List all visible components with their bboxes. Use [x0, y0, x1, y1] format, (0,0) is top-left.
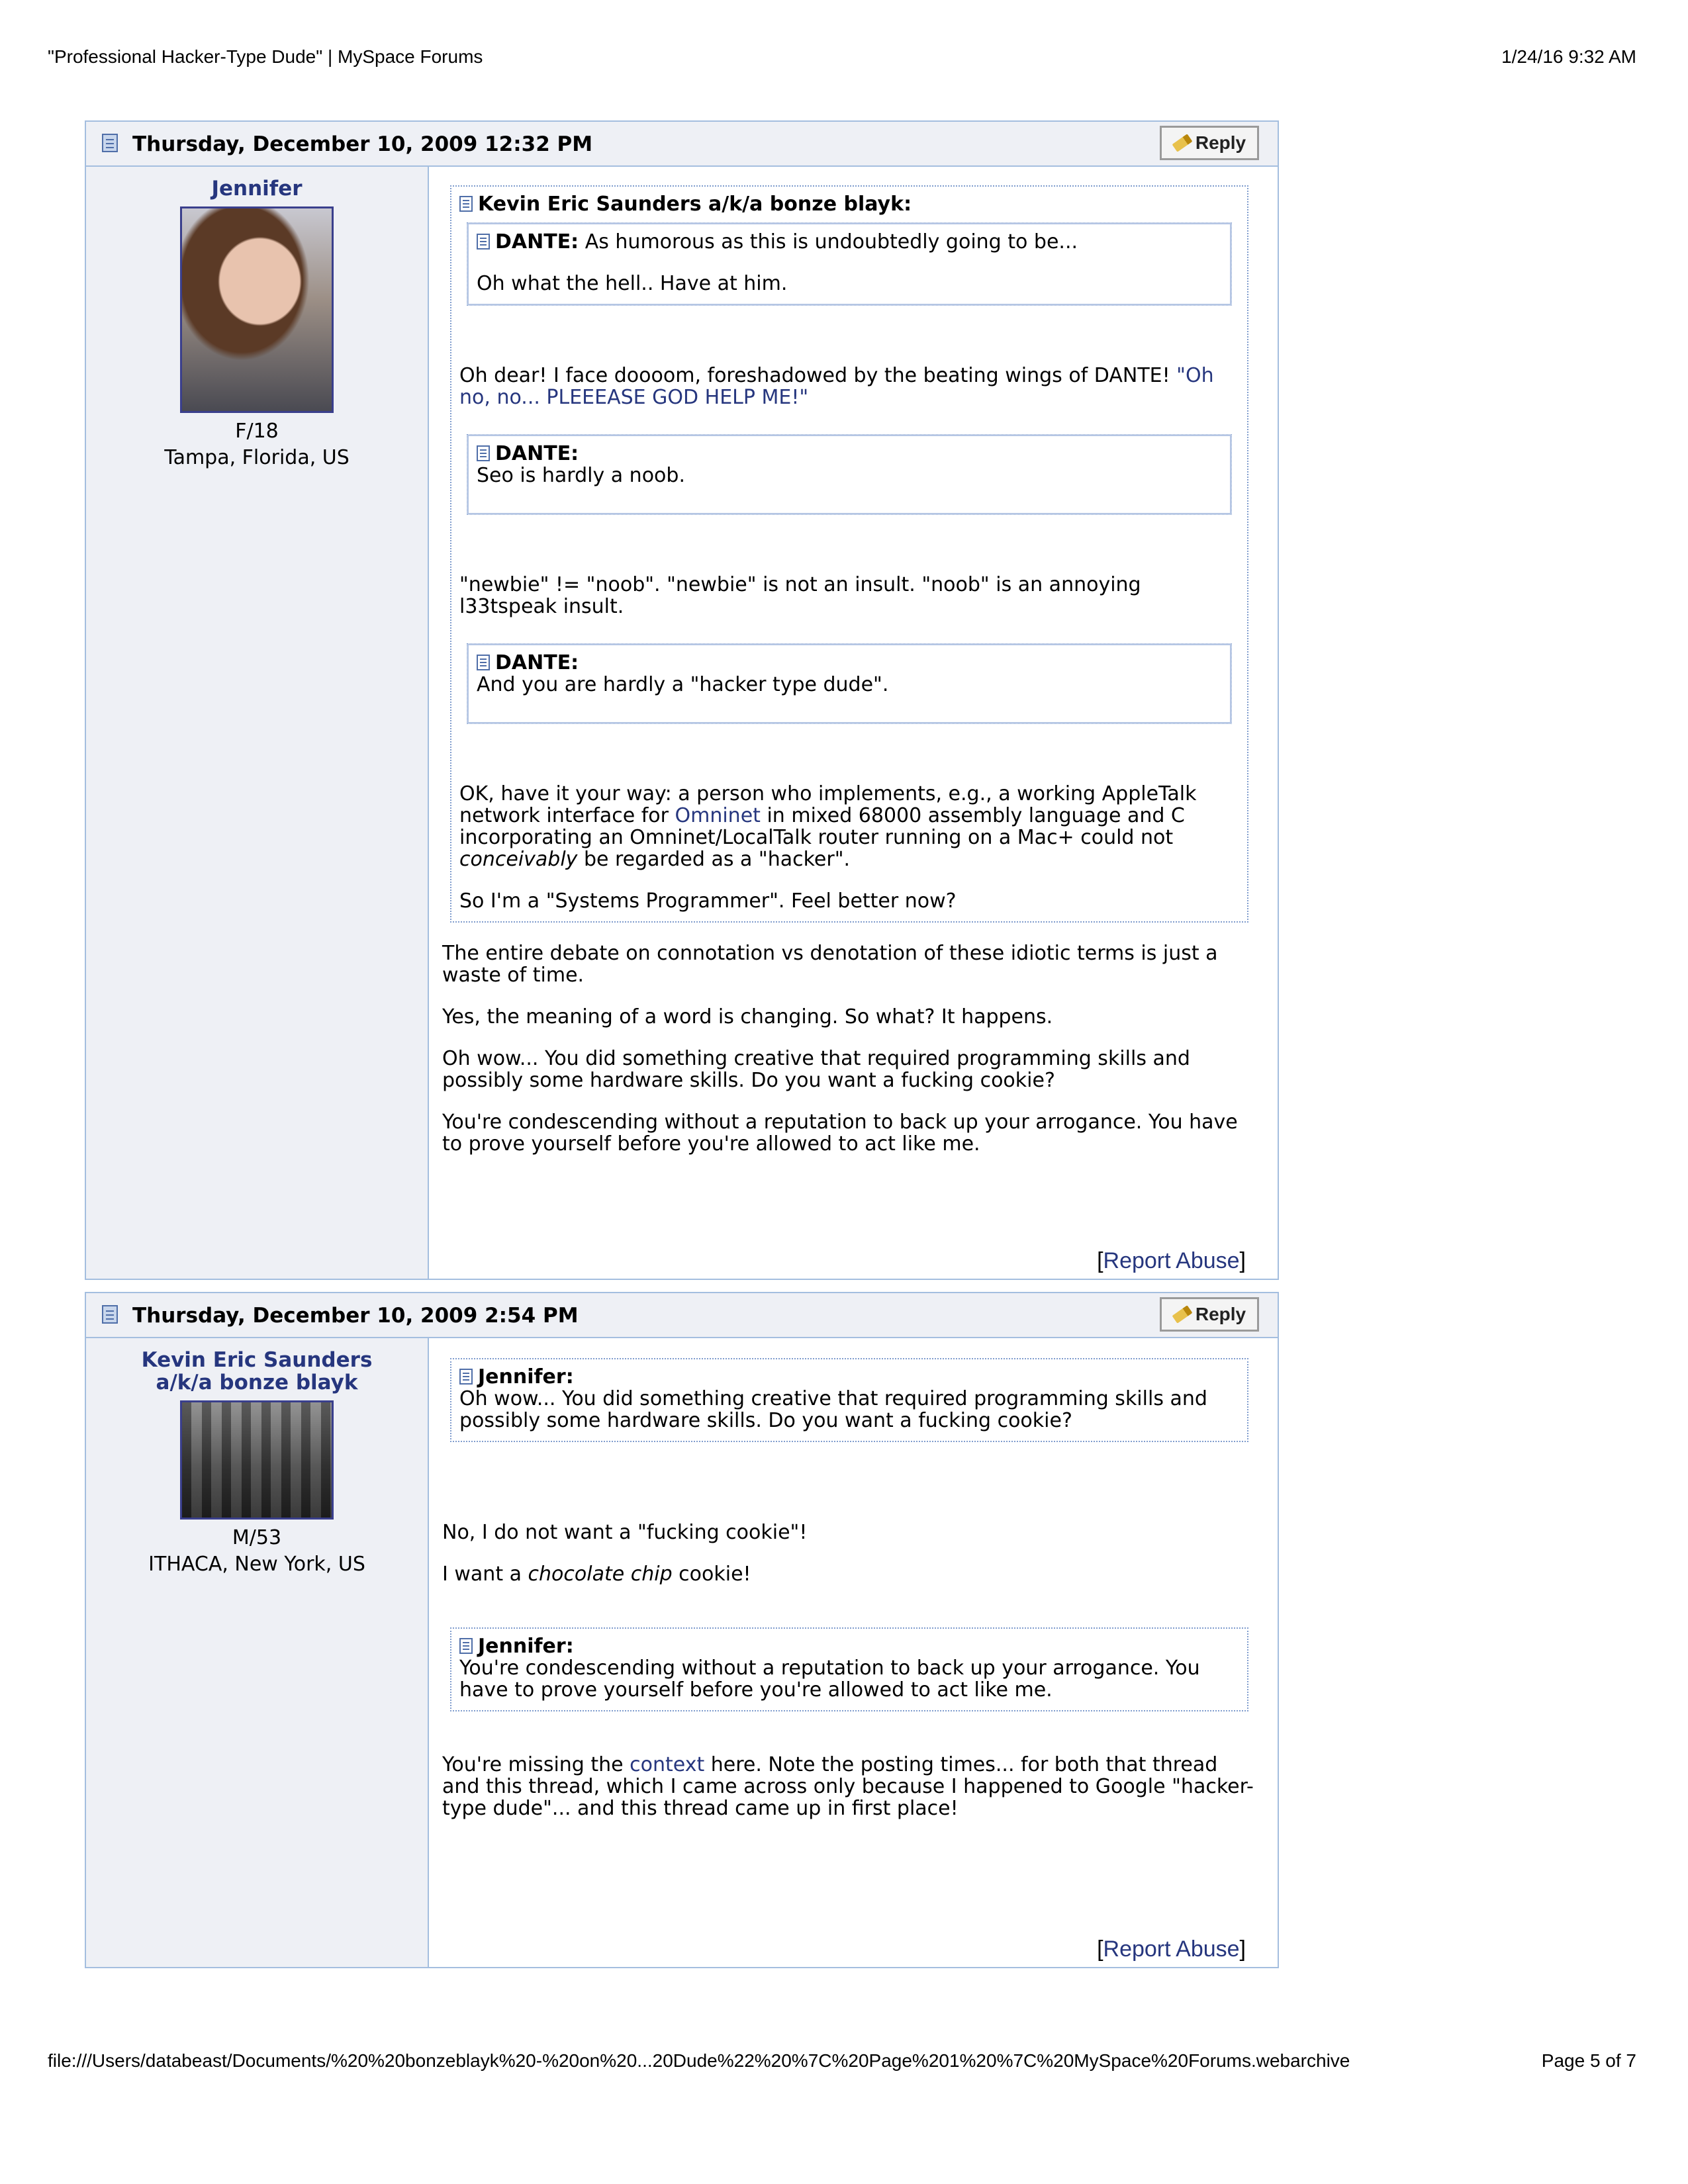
quote-block — [450, 185, 1248, 923]
post-body — [86, 1338, 1278, 1967]
forum-post-1 — [85, 120, 1279, 1280]
quote-author: DANTE: — [495, 651, 579, 674]
post-paragraph: The entire debate on connotation vs denotation of these idiotic terms is just a waste of time. — [442, 942, 1218, 987]
reply-label: Reply — [1195, 1304, 1246, 1324]
author-location: Tampa, Florida, US — [164, 446, 350, 469]
quote-icon — [477, 445, 490, 461]
reply-button[interactable] — [1160, 126, 1259, 160]
quote-text: Oh what the hell.. Have at him. — [477, 272, 788, 295]
quote-author: DANTE: — [495, 442, 579, 465]
quote-author: DANTE: — [495, 230, 579, 253]
author-sex-age: F/18 — [235, 420, 279, 443]
quote-icon — [459, 196, 473, 212]
post-paragraph: No, I do not want a "fucking cookie"! — [442, 1521, 808, 1544]
quote-icon — [459, 1369, 473, 1385]
print-file-url: file:///Users/databeast/Documents/%20%20bonzeblayk%20-%20on%20...20Dude%22%20%7C%20Page%201%20%7C%20MySpace%20Forums.webarchive — [48, 2050, 1350, 2071]
quote-author: Kevin Eric Saunders a/k/a bonze blayk: — [478, 193, 912, 216]
post-body — [86, 167, 1278, 1279]
quote-icon — [477, 234, 490, 250]
print-datetime: 1/24/16 9:32 AM — [1501, 46, 1636, 67]
quote-block — [450, 1627, 1248, 1711]
report-abuse: [Report Abuse] — [1097, 1936, 1246, 1962]
post-content — [429, 1338, 1278, 1967]
post-header — [86, 1293, 1278, 1338]
post-content — [429, 167, 1278, 1279]
report-abuse-link[interactable]: Report Abuse — [1103, 1248, 1240, 1273]
print-page-title: "Professional Hacker-Type Dude" | MySpace Forums — [48, 46, 483, 67]
quote-paragraph: "newbie" != "noob". "newbie" is not an insult. "noob" is an annoying l33tspeak insult. — [459, 573, 1141, 618]
context-link[interactable]: context — [630, 1753, 705, 1776]
quote-author: Jennifer: — [478, 1365, 574, 1388]
author-panel — [86, 1338, 429, 1967]
omninet-link[interactable]: Omninet — [675, 804, 761, 827]
quote-icon — [459, 1638, 473, 1654]
quote-block — [450, 1358, 1248, 1442]
quoted-link[interactable]: "Oh no, no... PLEEEASE GOD HELP ME!" — [459, 364, 1214, 409]
document-icon — [102, 134, 118, 152]
post-paragraph: Yes, the meaning of a word is changing. So what? It happens. — [442, 1005, 1053, 1028]
pencil-icon — [1172, 134, 1192, 152]
quote-text: And you are hardly a "hacker type dude". — [477, 673, 889, 696]
author-name-link[interactable]: Jennifer — [211, 177, 303, 201]
reply-label: Reply — [1195, 132, 1246, 153]
quote-text: Seo is hardly a noob. — [477, 464, 685, 487]
author-sex-age: M/53 — [232, 1526, 282, 1549]
forum-post-2 — [85, 1292, 1279, 1968]
author-panel — [86, 167, 429, 1279]
nested-quote-block — [467, 223, 1231, 305]
post-paragraph: You're condescending without a reputation to back up your arrogance. You have to prove yourself before you're allowed to act like me. — [442, 1111, 1238, 1156]
quote-author: Jennifer: — [478, 1635, 574, 1658]
post-date: Thursday, December 10, 2009 2:54 PM — [132, 1304, 579, 1328]
quote-paragraph: So I'm a "Systems Programmer". Feel better now? — [459, 889, 957, 913]
reply-button[interactable] — [1160, 1297, 1259, 1332]
pencil-icon — [1172, 1305, 1192, 1324]
print-page-number: Page 5 of 7 — [1541, 2050, 1636, 2071]
author-location: ITHACA, New York, US — [148, 1553, 365, 1576]
quote-icon — [477, 655, 490, 670]
post-paragraph: I want a chocolate chip cookie! — [442, 1563, 751, 1586]
quote-text: You're condescending without a reputation to back up your arrogance. You have to prove yourself before you're allowed to act like me. — [459, 1657, 1200, 1702]
report-abuse: [Report Abuse] — [1097, 1248, 1246, 1273]
nested-quote-block — [467, 644, 1231, 723]
quote-text: As humorous as this is undoubtedly going to be... — [585, 230, 1078, 253]
document-icon — [102, 1305, 118, 1324]
quote-text: Oh wow... You did something creative that required programming skills and possibly some hardware skills. Do you want a fucking cookie? — [459, 1387, 1207, 1432]
quote-paragraph: OK, have it your way: a person who implements, e.g., a working AppleTalk network interface for Omninet in mixed 68000 assembly language and C incorporating an Omninet/LocalTalk router running on a Mac+ could not conceivably be regarded as a "hacker". — [459, 782, 1197, 871]
post-header — [86, 122, 1278, 167]
post-paragraph: You're missing the context here. Note the posting times... for both that thread and this thread, which I came across only because I happened to Google "hacker-type dude"... and this thread came up in first place! — [442, 1753, 1254, 1820]
quote-paragraph: Oh dear! I face doooom, foreshadowed by the beating wings of DANTE! "Oh no, no... PLEEEASE GOD HELP ME!" — [459, 364, 1214, 409]
nested-quote-block — [467, 435, 1231, 514]
avatar[interactable] — [180, 1400, 334, 1520]
post-date: Thursday, December 10, 2009 12:32 PM — [132, 132, 593, 156]
author-name-link[interactable]: Kevin Eric Saunders a/k/a bonze blayk — [141, 1348, 373, 1394]
post-paragraph: Oh wow... You did something creative that required programming skills and possibly some hardware skills. Do you want a fucking cookie? — [442, 1047, 1190, 1092]
report-abuse-link[interactable]: Report Abuse — [1103, 1936, 1240, 1962]
avatar[interactable] — [180, 206, 334, 413]
